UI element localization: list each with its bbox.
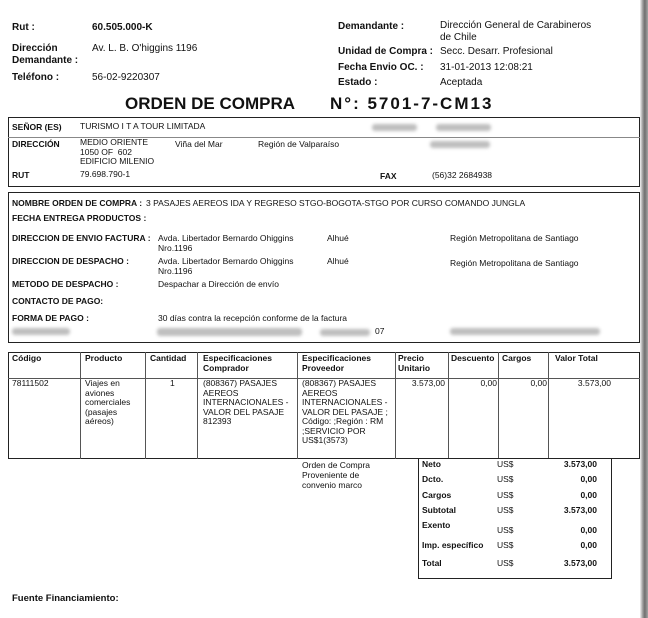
column-divider (80, 352, 81, 459)
invoice-commune: Alhué (327, 233, 349, 243)
item-quantity: 1 (170, 378, 175, 388)
dispatch-address-label: DIRECCION DE DESPACHO : (12, 256, 129, 266)
invoice-address-label: DIRECCION DE ENVIO FACTURA : (12, 233, 151, 243)
column-header-supplier-spec: Especificaciones Proveedor (302, 353, 371, 373)
column-divider (145, 352, 146, 459)
totals-total-value: 3.573,00 (563, 558, 597, 568)
redacted-text (450, 328, 600, 335)
totals-net-label: Neto (422, 459, 441, 469)
supplier-address-label: DIRECCIÓN (12, 139, 60, 149)
framework-agreement-note: Orden de Compra Proveniente de convenio marco (302, 460, 371, 490)
supplier-city: Viña del Mar (175, 139, 223, 149)
redacted-text (320, 329, 370, 336)
funding-source-label: Fuente Financiamiento: (12, 593, 119, 604)
item-charges: 0,00 (530, 378, 547, 388)
sent-date-label: Fecha Envio OC. : (338, 62, 424, 73)
totals-subtotal-label: Subtotal (422, 505, 456, 515)
payment-terms: 30 días contra la recepción conforme de la factura (158, 313, 347, 323)
totals-exempt-currency: US$ (497, 525, 514, 535)
supplier-address: MEDIO ORIENTE 1050 OF 602 EDIFICIO MILENIO (80, 137, 155, 166)
supplier-rut-label: RUT (12, 170, 30, 180)
item-total: 3.573,00 (577, 378, 611, 388)
redacted-text (436, 124, 491, 131)
item-product: Viajes en aviones comerciales (pasajes aéreos) (85, 378, 131, 426)
status-label: Estado : (338, 77, 378, 88)
document-title: ORDEN DE COMPRA (125, 94, 296, 113)
totals-discount-value: 0,00 (580, 474, 597, 484)
dispatch-address: Avda. Libertador Bernardo Ohiggins Nro.1196 (158, 256, 294, 276)
column-divider (297, 352, 298, 459)
dispatch-region: Región Metropolitana de Santiago (450, 258, 579, 268)
totals-discount-label: Dcto. (422, 474, 444, 484)
invoice-address: Avda. Libertador Bernardo Ohiggins Nro.1196 (158, 233, 294, 253)
payment-contact-label: CONTACTO DE PAGO: (12, 296, 104, 306)
column-header-discount: Descuento (451, 353, 495, 363)
column-header-product: Producto (85, 353, 123, 363)
invoice-region: Región Metropolitana de Santiago (450, 233, 579, 243)
column-divider (548, 352, 549, 459)
item-code: 78111502 (12, 378, 49, 388)
purchasing-unit-value: Secc. Desarr. Profesional (440, 46, 553, 57)
purchasing-unit-label: Unidad de Compra : (338, 46, 434, 57)
delivery-date-label: FECHA ENTREGA PRODUCTOS : (12, 213, 147, 223)
column-header-quantity: Cantidad (150, 353, 187, 363)
redacted-text (12, 328, 70, 335)
totals-total-currency: US$ (497, 558, 514, 568)
column-header-total: Valor Total (555, 353, 598, 363)
totals-charges-value: 0,00 (580, 490, 597, 500)
sent-date-value: 31-01-2013 12:08:21 (440, 62, 533, 73)
dispatch-commune: Alhué (327, 256, 349, 266)
column-divider (498, 352, 499, 459)
column-header-buyer-spec: Especificaciones Comprador (203, 353, 272, 373)
page-edge-shadow (640, 0, 648, 618)
totals-exempt-value: 0,00 (580, 525, 597, 535)
requester-phone-value: 56-02-9220307 (92, 72, 160, 83)
requester-address-value: Av. L. B. O'higgins 1196 (92, 43, 198, 54)
order-number: N°: 5701-7-CM13 (330, 94, 494, 113)
totals-discount-currency: US$ (497, 474, 514, 484)
totals-subtotal-currency: US$ (497, 505, 514, 515)
dispatch-method-label: METODO DE DESPACHO : (12, 279, 119, 289)
totals-charges-label: Cargos (422, 490, 452, 500)
item-unit-price: 3.573,00 (411, 378, 445, 388)
column-header-charges: Cargos (502, 353, 532, 363)
supplier-name-label: SEÑOR (ES) (12, 122, 62, 132)
totals-total-label: Total (422, 558, 442, 568)
totals-net-value: 3.573,00 (563, 459, 597, 469)
column-header-unit-price: Precio Unitario (398, 353, 431, 373)
redacted-text (372, 124, 417, 131)
column-header-code: Código (12, 353, 42, 363)
dispatch-method: Despachar a Dirección de envío (158, 279, 279, 289)
status-value: Aceptada (440, 77, 483, 88)
order-name: 3 PASAJES AEREOS IDA Y REGRESO STGO-BOGOTA-STGO POR CURSO COMANDO JUNGLA (146, 198, 526, 208)
item-buyer-spec: (808367) PASAJES AEREOS INTERNACIONALES - VALOR DEL PASAJE 812393 (203, 378, 289, 426)
totals-specific-tax-value: 0,00 (580, 540, 597, 550)
contact-row-fragment: 07 (375, 326, 385, 336)
redacted-text (157, 328, 302, 336)
column-divider (448, 352, 449, 459)
supplier-rut: 79.698.790-1 (80, 169, 131, 179)
requester-name-value: Dirección General de Carabineros de Chile (440, 20, 592, 43)
supplier-region: Región de Valparaíso (258, 139, 340, 149)
requester-rut-label: Rut : (12, 22, 35, 33)
order-name-label: NOMBRE ORDEN DE COMPRA : (12, 198, 143, 208)
supplier-fax-label: FAX (380, 171, 397, 181)
totals-exempt-label: Exento (422, 520, 451, 530)
totals-specific-tax-currency: US$ (497, 540, 514, 550)
requester-name-label: Demandante : (338, 21, 405, 32)
totals-net-currency: US$ (497, 459, 514, 469)
totals-specific-tax-label: Imp. específico (422, 540, 484, 550)
totals-charges-currency: US$ (497, 490, 514, 500)
payment-terms-label: FORMA DE PAGO : (12, 313, 89, 323)
supplier-name: TURISMO I T A TOUR LIMITADA (80, 121, 206, 131)
redacted-text (430, 141, 490, 148)
supplier-fax: (56)32 2684938 (432, 170, 493, 180)
item-discount: 0,00 (480, 378, 497, 388)
requester-phone-label: Teléfono : (12, 72, 60, 83)
requester-rut-value: 60.505.000-K (92, 22, 153, 33)
requester-address-label: Dirección Demandante : (12, 43, 79, 66)
item-supplier-spec: (808367) PASAJES AEREOS INTERNACIONALES - VALOR DEL PASAJE ; Código: ;Región : RM ;SERVICIO POR US$1(3573) (302, 378, 388, 445)
column-divider (395, 352, 396, 459)
totals-subtotal-value: 3.573,00 (563, 505, 597, 515)
column-divider (197, 352, 198, 459)
